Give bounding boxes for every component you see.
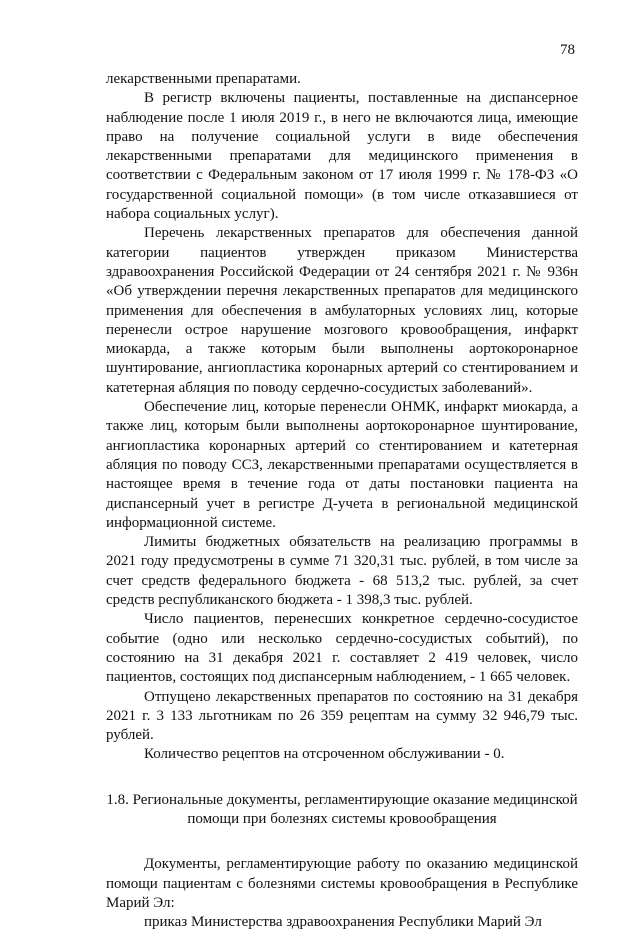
paragraph-registry: В регистр включены пациенты, поставленные на диспансерное наблюдение после 1 июля 2019 г., в него не включаются лица, имеющие право на получение социальной услуги в виде обеспечения лекарственными препаратами для медицинского применения в соответствии с Федеральным законом от 17 июля 1999 г. № 178-ФЗ «О государственной социальной помощи» (в том числе отказавшиеся от набора социальных услуг). <box>106 90 578 223</box>
document-body <box>106 70 578 932</box>
paragraph-drug-list: Перечень лекарственных препаратов для обеспечения данной категории пациентов утвержден приказом Министерства здравоохранения Российской Федерации от 24 сентября 2021 г. № 936н «Об утверждении перечня лекарственных препаратов для медицинского применения для обеспечения в амбулаторных условиях лиц, которые перенесли острое нарушение мозгового кровообращения, инфаркт миокарда, а также которым были выполнены аортокоронарное шунтирование, ангиопластика коронарных артерий со стентированием и катетерная абляция по поводу сердечно-сосудистых заболеваний». <box>106 225 578 396</box>
paragraph-provision: Обеспечение лиц, которые перенесли ОНМК, инфаркт миокарда, а также лиц, которым были выполнены аортокоронарное шунтирование, ангиопластика коронарных артерий со стентированием и катетерная абляция по поводу ССЗ, лекарственными препаратами осуществляется в настоящее время в течение года от даты постановки пациента на диспансерный учет в регистре Д-учета в региональной медицинской информационной системе. <box>106 399 578 531</box>
paragraph-continuation: лекарственными препаратами. <box>106 71 301 87</box>
paragraph-deferred-prescriptions: Количество рецептов на отсроченном обслуживании - 0. <box>144 746 505 763</box>
paragraph-dispensed: Отпущено лекарственных препаратов по состоянию на 31 декабря 2021 г. 3 133 льготникам по 26 359 рецептам на сумму 32 946,79 тыс. рублей. <box>106 688 578 744</box>
section-heading: 1.8. Региональные документы, регламентирующие оказание медицинской помощи при болезнях системы кровообращения <box>106 791 578 827</box>
paragraph-documents-intro: Документы, регламентирующие работу по оказанию медицинской помощи пациентам с болезнями системы кровообращения в Республике Марий Эл: <box>106 856 578 911</box>
paragraph-patient-count: Число пациентов, перенесших конкретное сердечно-сосудистое событие (одно или несколько сердечно-сосудистых событий), по состоянию на 31 декабря 2021 г. составляет 2 419 человек, число пациентов, состоящих под диспансерным наблюдением, - 1 665 человек. <box>106 611 578 686</box>
page-number: 78 <box>560 42 575 58</box>
paragraph-budget-limits: Лимиты бюджетных обязательств на реализацию программы в 2021 году предусмотрены в сумме 71 320,31 тыс. рублей, в том числе за счет средств федерального бюджета - 68 513,2 тыс. рублей, за счет средств республиканского бюджета - 1 398,3 тыс. рублей. <box>106 534 578 609</box>
paragraph-order: приказ Министерства здравоохранения Республики Марий Эл <box>144 914 542 931</box>
